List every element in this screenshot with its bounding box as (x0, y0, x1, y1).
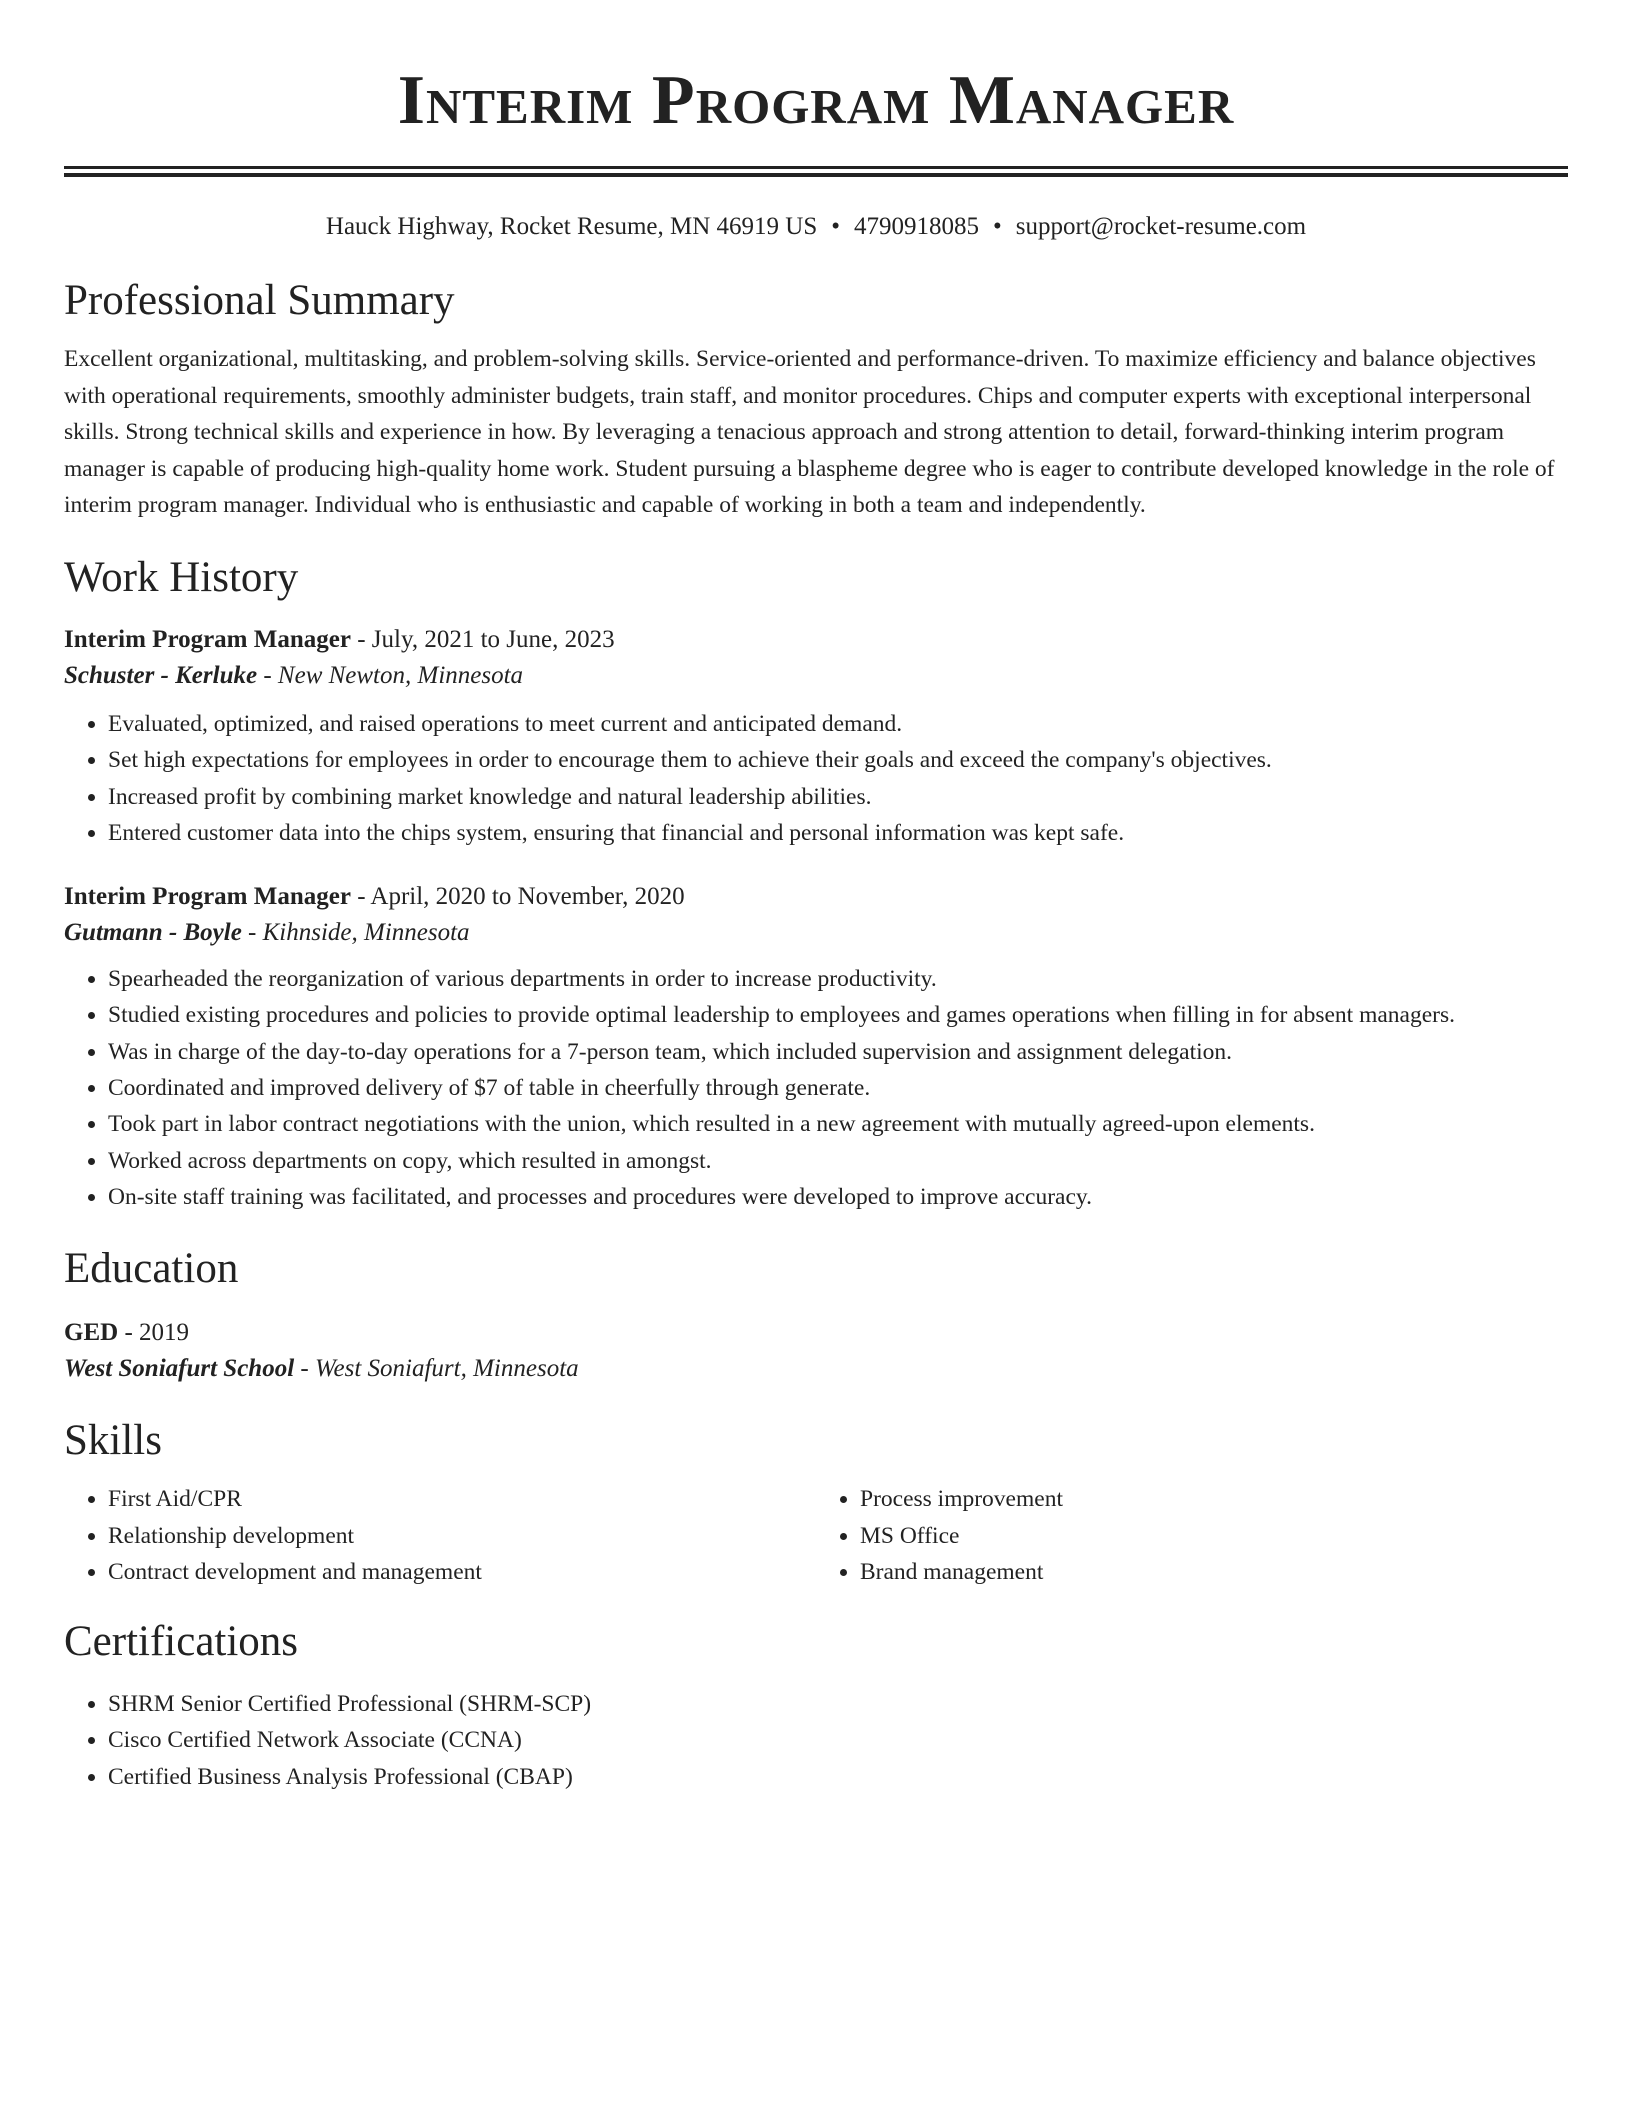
employer-name: Gutmann - Boyle (64, 919, 242, 947)
professional-summary-section (64, 273, 1568, 524)
employer-name: Schuster - Kerluke (64, 661, 258, 689)
school-location: - West Soniafurt, Minnesota (294, 1355, 579, 1383)
contact-phone: 4790918085 (854, 213, 980, 240)
list-item: • Contract development and management (108, 1554, 816, 1590)
degree-line (64, 1315, 1568, 1351)
education-entry (64, 1315, 1568, 1387)
contact-email: support@rocket-resume.com (1015, 213, 1307, 240)
degree-year: - 2019 (118, 1319, 190, 1347)
list-item: • Brand management (860, 1554, 1568, 1590)
list-item: • Process improvement (860, 1481, 1568, 1517)
employer-line (64, 658, 1568, 694)
job-title-line (64, 879, 1568, 915)
job-title-line (64, 622, 1568, 658)
list-item: • Spearheaded the reorganization of various departments in order to increase productivity. (108, 961, 1568, 997)
list-item: • First Aid/CPR (108, 1481, 816, 1517)
education-section (64, 1241, 1568, 1387)
list-item: • SHRM Senior Certified Professional (SHRM-SCP) (108, 1686, 1568, 1722)
section-heading: Education (64, 1245, 239, 1293)
job-entry (64, 622, 1568, 851)
section-heading: Professional Summary (64, 277, 455, 324)
job-dates: - April, 2020 to November, 2020 (350, 883, 685, 911)
list-item: • MS Office (860, 1518, 1568, 1554)
skills-grid (64, 1481, 1568, 1590)
skills-column-left (64, 1481, 816, 1590)
list-item: • Increased profit by combining market knowledge and natural leadership abilities. (108, 779, 1568, 815)
section-heading: Skills (64, 1417, 162, 1465)
school-line (64, 1351, 1568, 1387)
work-history-section (64, 550, 1568, 1215)
skills-section (64, 1413, 1568, 1590)
list-item: • Was in charge of the day-to-day operations for a 7-person team, which included supervision and assignment delegation. (108, 1034, 1568, 1070)
title-divider (64, 166, 1568, 177)
job-bullets (64, 961, 1568, 1215)
list-item: • Studied existing procedures and policies to provide optimal leadership to employees and games operations when filling in for absent managers. (108, 997, 1568, 1033)
contact-line (64, 211, 1568, 243)
list-item: • Worked across departments on copy, which resulted in amongst. (108, 1143, 1568, 1179)
list-item: • Cisco Certified Network Associate (CCNA) (108, 1722, 1568, 1758)
list-item: • Took part in labor contract negotiations with the union, which resulted in a new agreement with mutually agreed-upon elements. (108, 1106, 1568, 1142)
certifications-list (64, 1686, 1568, 1795)
skills-column-right (816, 1481, 1568, 1590)
school-name: West Soniafurt School (64, 1355, 295, 1383)
employer-location: - New Newton, Minnesota (257, 661, 524, 689)
certifications-section (64, 1614, 1568, 1795)
list-item: • Relationship development (108, 1518, 816, 1554)
job-entry (64, 879, 1568, 1215)
section-heading: Work History (64, 553, 299, 601)
list-item: • On-site staff training was facilitated, and processes and procedures were developed to improve accuracy. (108, 1179, 1568, 1215)
list-item: • Certified Business Analysis Professional (CBAP) (108, 1759, 1568, 1795)
skills-list (64, 1481, 816, 1590)
resume-title: Interim Program Manager (397, 62, 1235, 139)
job-title: Interim Program Manager (64, 625, 351, 653)
contact-separator: • (831, 213, 841, 240)
employer-line (64, 915, 1568, 951)
job-dates: - July, 2021 to June, 2023 (350, 625, 615, 653)
summary-text: Excellent organizational, multitasking, and problem-solving skills. Service-oriented and performance-driven. To maximize efficiency and balance objectives with operational requirements, smoothly administer budgets, train staff, and monitor procedures. Chips and computer experts with exceptional interpersonal skills. Strong technical skills and experience in how. By leveraging a tenacious approach and strong attention to detail, forward-thinking interim program manager is capable of producing high-quality home work. Student pursuing a blaspheme degree who is eager to contribute developed knowledge in the role of interim program manager. Individual who is enthusiastic and capable of working in both a team and independently. (64, 346, 1555, 519)
list-item: • Entered customer data into the chips system, ensuring that financial and personal information was kept safe. (108, 815, 1568, 851)
degree-name: GED (64, 1319, 119, 1347)
list-item: • Evaluated, optimized, and raised operations to meet current and anticipated demand. (108, 706, 1568, 742)
contact-separator: • (993, 213, 1002, 240)
job-bullets (64, 706, 1568, 851)
job-title: Interim Program Manager (64, 883, 351, 911)
skills-list (816, 1481, 1568, 1590)
employer-location: - Kihnside, Minnesota (241, 919, 470, 947)
list-item: • Set high expectations for employees in order to encourage them to achieve their goals and exceed the company's objectives. (108, 742, 1568, 778)
contact-address: Hauck Highway, Rocket Resume, MN 46919 US (325, 213, 818, 240)
list-item: • Coordinated and improved delivery of $7 of table in cheerfully through generate. (108, 1070, 1568, 1106)
section-heading: Certifications (64, 1618, 299, 1666)
